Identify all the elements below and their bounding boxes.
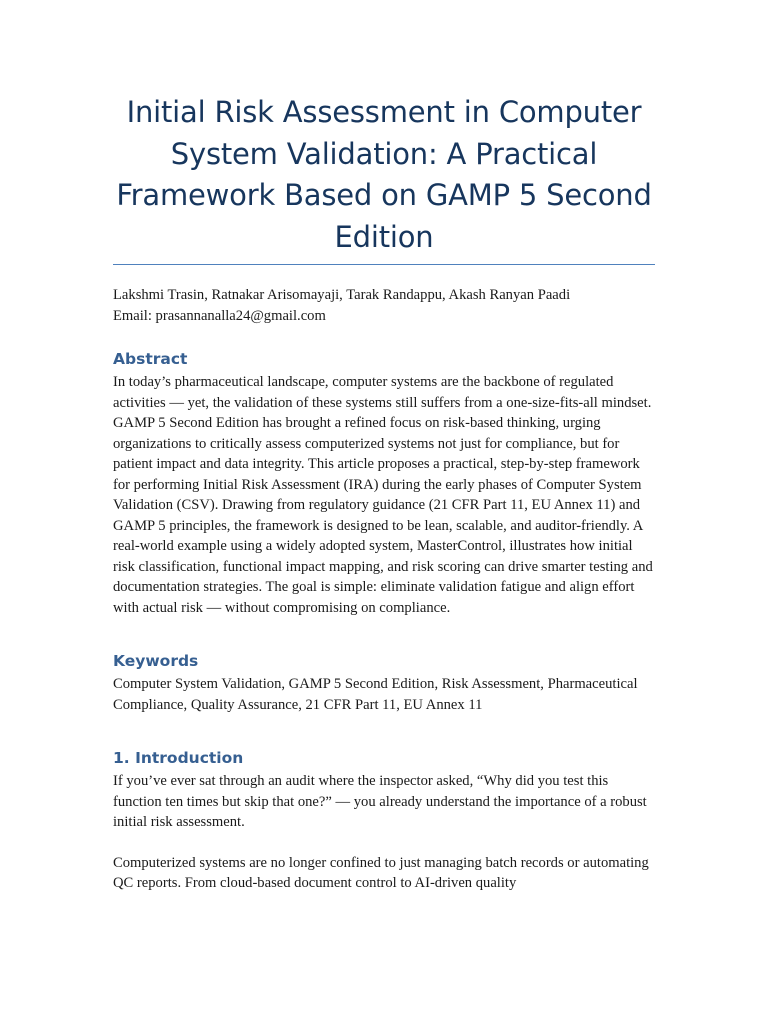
author-list: Lakshmi Trasin, Ratnakar Arisomayaji, Tarak Randappu, Akash Ranyan Paadi [113, 287, 571, 303]
keywords-body: Computer System Validation, GAMP 5 Second Edition, Risk Assessment, Pharmaceutical Compliance, Quality Assurance, 21 CFR Part 11, EU Annex 11 [113, 676, 638, 713]
introduction-heading: 1. Introduction [113, 749, 244, 767]
introduction-paragraph-1: If you’ve ever sat through an audit where the inspector asked, “Why did you test this function ten times but skip that one?” — you already understand the importance of a robust initial risk assessment. [113, 773, 647, 830]
author-block [113, 285, 655, 326]
introduction-paragraph-2: Computerized systems are no longer confined to just managing batch records or automating QC reports. From cloud-based document control to AI-driven quality [113, 854, 649, 891]
keywords-heading: Keywords [113, 652, 199, 670]
title-divider [113, 264, 655, 265]
abstract-heading: Abstract [113, 350, 188, 368]
paper-title: Initial Risk Assessment in Computer System Validation: A Practical Framework Based on GAMP 5 Second Edition [116, 95, 652, 254]
author-email: Email: prasannanalla24@gmail.com [113, 307, 326, 324]
abstract-body: In today’s pharmaceutical landscape, computer systems are the backbone of regulated activities — yet, the validation of these systems still suffers from a one-size-fits-all mindset. GAMP 5 Second Edition has brought a refined focus on risk-based thinking, urging organizations to critically assess computerized systems not just for compliance, but for patient impact and data integrity. This article proposes a practical, step-by-step framework for performing Initial Risk Assessment (IRA) during the early phases of Computer System Validation (CSV). Drawing from regulatory guidance (21 CFR Part 11, EU Annex 11) and GAMP 5 principles, the framework is designed to be lean, scalable, and auditor-friendly. A real-world example using a widely adopted system, MasterControl, illustrates how initial risk classification, functional impact mapping, and risk scoring can drive smarter testing and documentation strategies. The goal is simple: eliminate validation fatigue and align effort with actual risk — without compromising on compliance. [113, 374, 653, 616]
paper-page [113, 92, 655, 894]
